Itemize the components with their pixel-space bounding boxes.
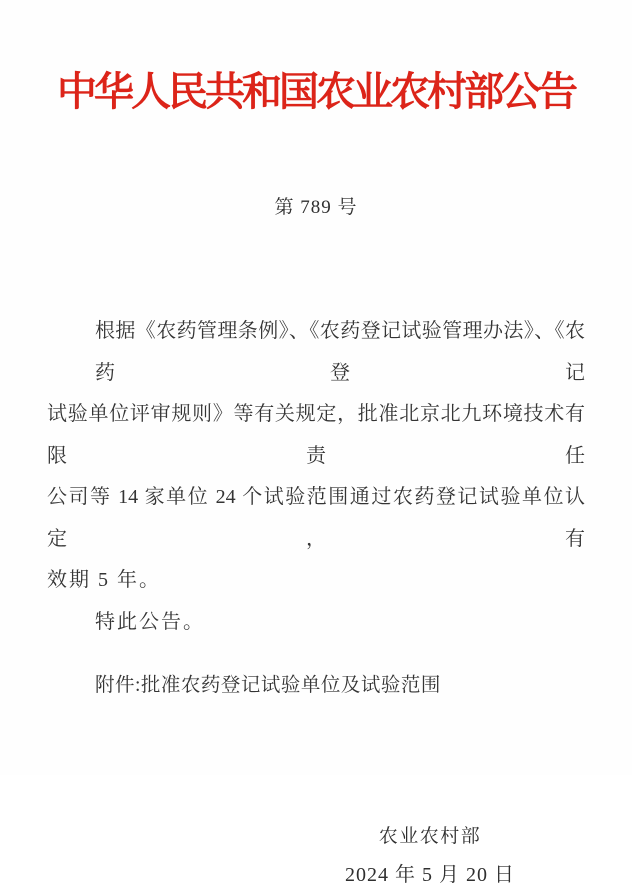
closing-line: 特此公告。: [95, 610, 205, 633]
attachment-line: 附件:批准农药登记试验单位及试验范围: [95, 675, 441, 696]
body-line-2: 试验单位评审规则》等有关规定，批准北京北九环境技术有限责任: [47, 403, 585, 467]
issue-date: 2024 年 5 月 20 日: [345, 863, 515, 886]
document-body: [47, 311, 585, 643]
body-line-1: 根据《农药管理条例》、《农药登记试验管理办法》、《农药登记: [95, 320, 585, 384]
body-line-4: 效期 5 年。: [47, 569, 161, 591]
document-title: 中华人民共和国农业农村部公告: [57, 69, 575, 114]
document-number: 第 789 号: [274, 197, 358, 218]
issuer-name: 农业农村部: [378, 825, 482, 847]
body-line-3: 公司等 14 家单位 24 个试验范围通过农药登记试验单位认定，有: [47, 486, 585, 550]
signature-block: [345, 822, 515, 890]
